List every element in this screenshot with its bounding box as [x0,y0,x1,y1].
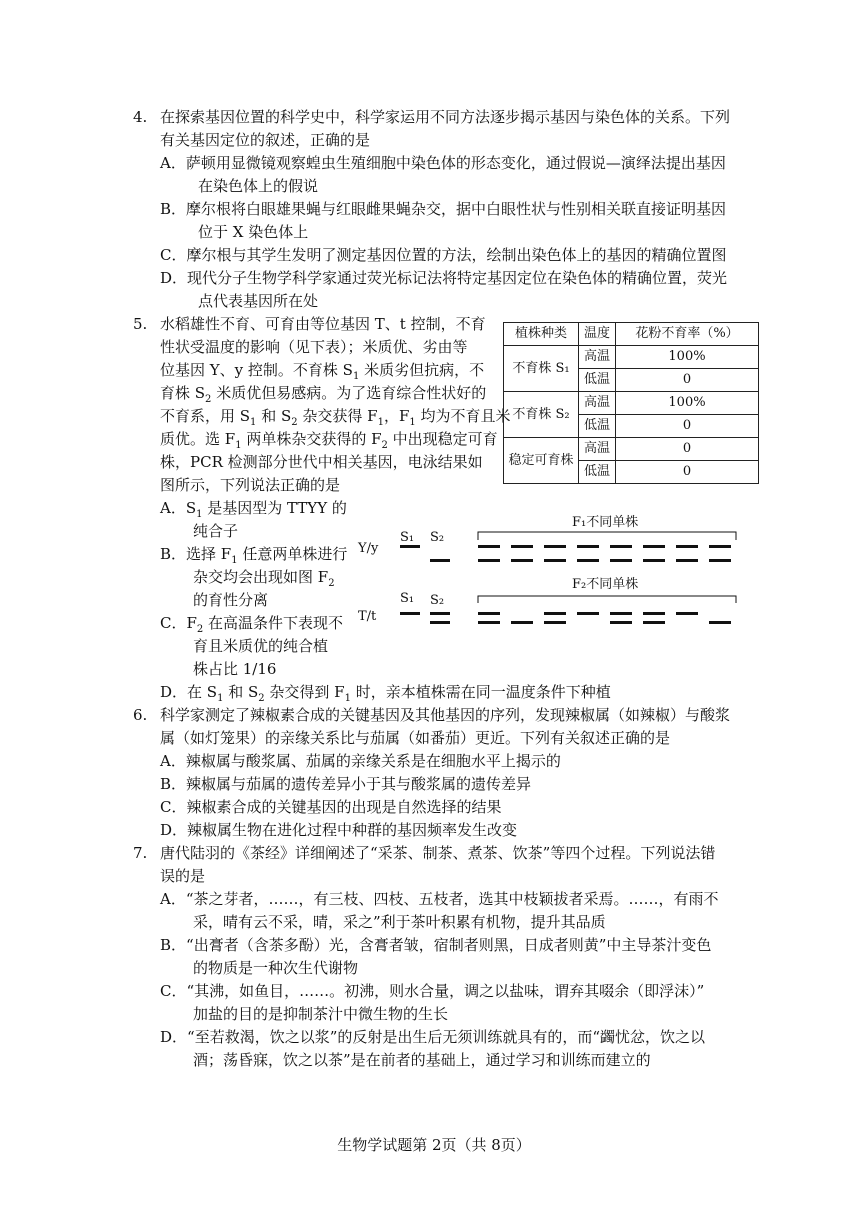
lane-label-s1: S₁ [400,530,415,545]
q6-option-b: B．辣椒属与茄属的遗传差异小于其与酸浆属的遗传差异 [160,775,532,793]
gel-band [643,612,665,615]
q7-stem-line1: 唐代陆羽的《茶经》详细阐述了“采茶、制茶、煮茶、饮茶”等四个过程。下列说法错 [160,844,716,862]
q4-option-a: A．萨顿用显微镜观察蝗虫生殖细胞中染色体的形态变化，通过假说—演绎法提出基因 [160,154,726,172]
gel-band [643,545,665,548]
table-cell: 0 [616,461,759,484]
page-footer: 生物学试题第 2页（共 8页） [337,1136,531,1154]
f2-bracket [478,596,736,603]
table-cell: 低温 [579,369,616,392]
q6-option-a: A．辣椒属与酸浆属、茄属的亲缘关系是在细胞水平上揭示的 [160,752,561,770]
gel-band [610,545,632,548]
table-header-row [504,323,759,346]
q5-stem-line5: 不育系，用 $S_1$ 和 $S_2$ 杂交获得 $F_1$，$F_1$ 均为不育且米 [160,407,511,428]
gel-band [400,545,420,548]
gel-band [577,545,599,548]
gel-band [478,545,500,548]
q5-stem-line2: 性状受温度的影响（见下表）；米质优、劣由等 [160,338,468,356]
gel-band [544,545,566,548]
q5-option-a-cont: 纯合子 [193,522,239,540]
q7-stem-line2: 误的是 [160,867,206,885]
q5-option-d: D．在 $S_1$ 和 $S_2$ 杂交得到 $F_1$ 时，亲本植株需在同一温度条件下种植 [160,683,611,704]
q7-option-a: A．“茶之芽者，……，有三枝、四枝、五枝者，选其中枝颖拔者采焉。……，有雨不 [160,890,719,908]
table-cell: 高温 [579,438,616,461]
q4-option-d: D．现代分子生物学科学家通过荧光标记法将特定基因定位在染色体的精确位置，荧光 [160,269,728,287]
q5-number: 5. [133,315,148,333]
table-cell: 低温 [579,415,616,438]
gel-band [577,559,599,562]
gel-band [643,559,665,562]
f1-bracket [478,532,736,540]
q5-stem-line8: 图所示，下列说法正确的是 [160,476,341,494]
q4-option-d-cont: 点代表基因所在处 [198,292,319,310]
q5-stem-line3: 位基因 Y、y 控制。不育株 $S_1$ 米质劣但抗病，不 [160,361,485,382]
gel-band [544,612,566,615]
row-label-tt: T/t [358,609,377,624]
table-header: 温度 [579,323,616,346]
gel-band [709,559,731,562]
gel-band [478,612,500,615]
f2-label: F₂不同单株 [572,577,639,592]
q5-option-b: B．选择 $F_1$ 任意两单株进行 [160,545,348,566]
q5-stem-line6: 质优。选 $F_1$ 两单株杂交获得的 $F_2$ 中出现稳定可育 [160,430,498,451]
gel-band [709,621,731,624]
gel-band [430,612,450,615]
q4-number: 4. [133,108,148,126]
gel-band [511,559,533,562]
lane-label-s1: S₁ [400,591,415,606]
gel-band [478,621,500,624]
q5-stem-line4: 育株 $S_2$ 米质优但易感病。为了选育综合性状好的 [160,384,487,405]
table-cell: 不育株 S₁ [504,346,579,392]
lane-label-s2: S₂ [430,593,445,608]
table-cell: 高温 [579,392,616,415]
table-cell: 稳定可育株 [504,438,579,484]
gel-band [400,612,420,615]
table-cell: 0 [616,369,759,392]
table-cell: 100% [616,346,759,369]
q5-option-c-cont: 育且米质优的纯合植 [193,637,329,655]
gel-band [610,612,632,615]
q4-stem-line2: 有关基因定位的叙述，正确的是 [160,131,371,149]
table-cell: 不育株 S₂ [504,392,579,438]
gel-band [676,545,698,548]
gel-band [511,545,533,548]
q7-option-a-cont: 采，晴有云不采，晴，采之”利于茶叶积累有机物，提升其品质 [193,913,606,931]
table-cell: 0 [616,415,759,438]
table-cell: 低温 [579,461,616,484]
q5-stem-line7: 株，PCR 检测部分世代中相关基因，电泳结果如 [160,453,483,471]
table-header: 植株种类 [504,323,579,346]
q7-option-c: C．“其沸，如鱼目，……。初沸，则水合量，调之以盐味，谓弃其啜余（即浮沫）” [160,982,705,1000]
q4-stem-line1: 在探索基因位置的科学史中，科学家运用不同方法逐步揭示基因与染色体的关系。下列 [160,108,731,126]
table-cell: 0 [616,438,759,461]
gel-band [676,559,698,562]
q5-option-c-cont2: 株占比 1/16 [193,660,277,678]
table-header: 花粉不育率（%） [616,323,759,346]
gel-band [478,559,500,562]
gel-band [430,621,450,624]
table-row [504,438,759,461]
gel-band [430,559,450,562]
q4-option-b: B．摩尔根将白眼雄果蝇与红眼雌果蝇杂交，据中白眼性状与性别相关联直接证明基因 [160,200,727,218]
q5-option-b-cont2: 的育性分离 [193,591,269,609]
q5-stem-line1: 水稻雄性不育、可育由等位基因 T、t 控制，不育 [160,315,486,333]
f1-label: F₁不同单株 [572,515,639,530]
q6-stem-line2: 属（如灯笼果）的亲缘关系比与茄属（如番茄）更近。下列有关叙述正确的是 [160,729,671,747]
q6-option-c: C．辣椒素合成的关键基因的出现是自然选择的结果 [160,798,502,816]
gel-band [643,621,665,624]
q5-option-c: C．$F_2$ 在高温条件下表现不 [160,614,344,635]
table-row [504,392,759,415]
q7-option-b: B．“出膏者（含茶多酚）光，含膏者皱，宿制者则黑，日成者则黄”中主导茶汁变色 [160,936,712,954]
lane-label-s2: S₂ [430,530,445,545]
q7-option-c-cont: 加盐的目的是抑制茶汁中微生物的生长 [193,1005,449,1023]
gel-band [610,559,632,562]
table-cell: 高温 [579,346,616,369]
electrophoresis-figure [350,508,750,638]
gel-band [676,612,698,615]
q7-option-d: D．“至若救渴，饮之以浆”的反射是出生后无须训练就具有的，而“蠲忧忿，饮之以 [160,1028,706,1046]
table-cell: 100% [616,392,759,415]
q7-option-b-cont: 的物质是一种次生代谢物 [193,959,359,977]
sterility-table [503,322,759,484]
table-row [504,346,759,369]
q7-option-d-cont: 酒；荡昏寐，饮之以茶”是在前者的基础上，通过学习和训练而建立的 [193,1051,651,1069]
gel-band [544,559,566,562]
q7-number: 7. [133,844,148,862]
gel-band [511,621,533,624]
gel-band [544,621,566,624]
gel-band [709,545,731,548]
q5-option-b-cont: 杂交均会出现如图 $F_2$ [193,568,335,589]
q4-option-c: C．摩尔根与其学生发明了测定基因位置的方法，绘制出染色体上的基因的精确位置图 [160,246,727,264]
q6-stem-line1: 科学家测定了辣椒素合成的关键基因及其他基因的序列，发现辣椒属（如辣椒）与酸浆 [160,706,731,724]
q4-option-b-cont: 位于 X 染色体上 [198,223,309,241]
q4-option-a-cont: 在染色体上的假说 [198,177,319,195]
gel-band [610,621,632,624]
row-label-yy: Y/y [358,541,379,556]
q6-option-d: D．辣椒属生物在进化过程中种群的基因频率发生改变 [160,821,518,839]
q6-number: 6. [133,706,148,724]
gel-band [577,612,599,615]
q5-option-a: A．$S_1$ 是基因型为 TTYY 的 [160,499,347,520]
